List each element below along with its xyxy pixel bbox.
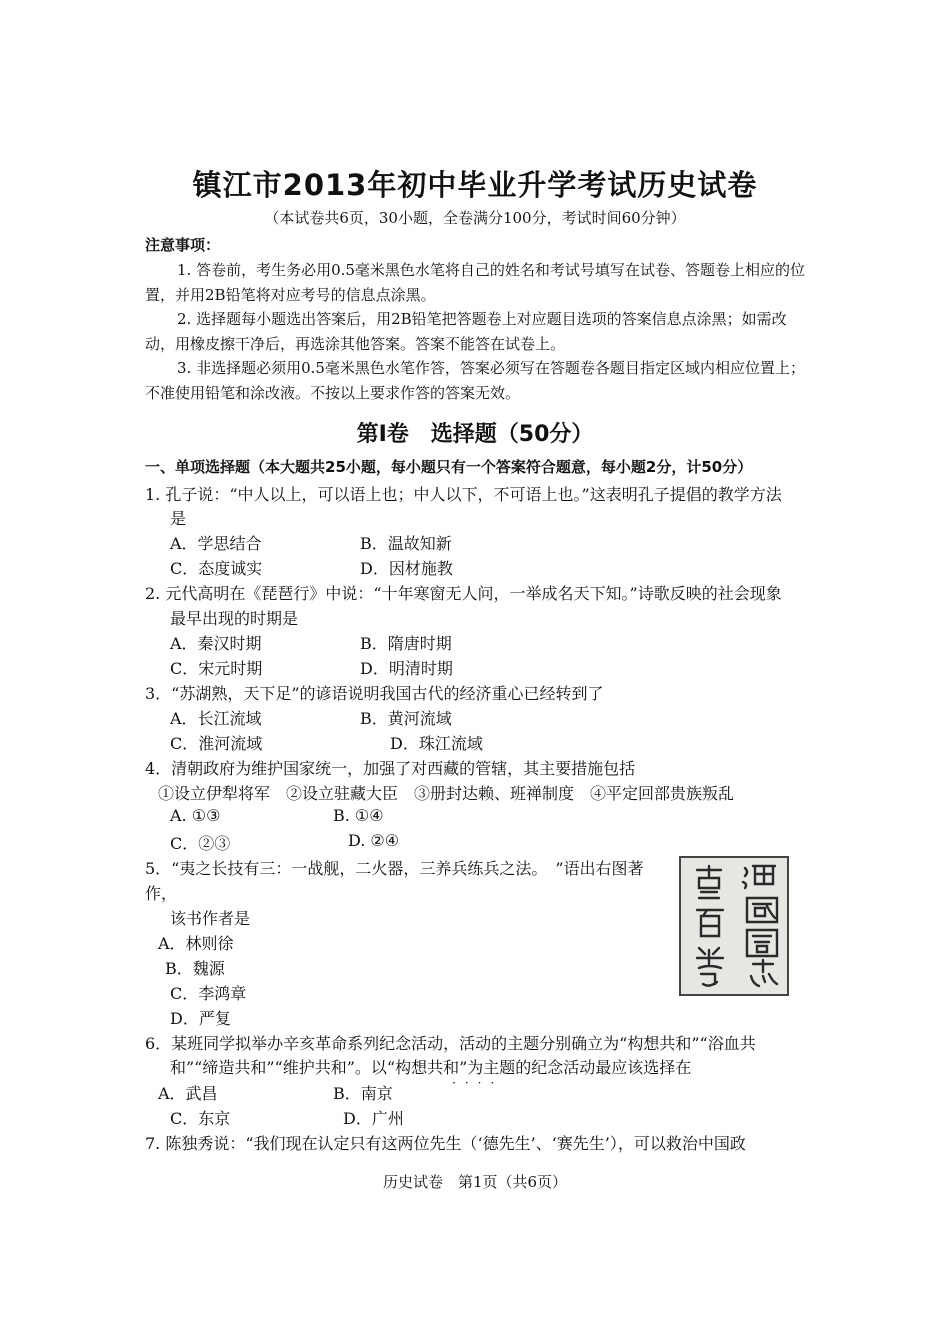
question-4-option-d: D. ②④ [348, 831, 400, 850]
question-7-stem: 7. 陈独秀说：“我们现在认定只有这两位先生（‘德先生’、‘赛先生’），可以救治中国政 [145, 1134, 746, 1153]
question-6-option-b: B．南京 [333, 1084, 393, 1103]
question-1-stem: 1. 孔子说：“中人以上，可以语上也；中人以下，不可语上也。”这表明孔子提倡的教学方法 [145, 485, 782, 504]
question-4-option-c: C．②③ [170, 834, 231, 853]
question-6-stem-cont: 和”“缔造共和”“维护共和”。以“构想共和”为主题的纪念活动最应该选择在 [170, 1058, 692, 1077]
question-2-stem-cont: 最早出现的时期是 [170, 609, 299, 628]
section-title: 一、单项选择题（本大题共25小题，每小题只有一个答案符合题意，每小题2分，计50分） [145, 458, 753, 476]
question-2-option-b: B．隋唐时期 [360, 634, 452, 653]
question-5-stem: 5．“夷之长技有三：一战舰，二火器，三养兵练兵之法。 ”语出右图著 [145, 859, 644, 878]
question-5-option-d: D．严复 [170, 1009, 231, 1028]
question-3-option-b: B．黄河流域 [360, 709, 452, 728]
exam-info: （本试卷共6页，30小题，全卷满分100分，考试时间60分钟） [264, 209, 686, 227]
question-3-stem: 3．“苏湖熟，天下足”的谚语说明我国古代的经济重心已经转到了 [145, 684, 604, 703]
question-1-option-b: B．温故知新 [360, 534, 452, 553]
notice-item-3: 3. 非选择题必须用0.5毫米黑色水笔作答，答案必须写在答题卷各题目指定区域内相应位置上；不准使用铅笔和涂改液。不按以上要求作答的答案无效。 [145, 359, 805, 402]
question-3-option-c: C．淮河流域 [170, 734, 263, 753]
question-6-option-d: D．广州 [343, 1109, 404, 1128]
page-footer: 历史试卷 第1页（共6页） [382, 1173, 568, 1191]
question-5-stem-cont-2: 该书作者是 [170, 909, 251, 928]
part-title: 第Ⅰ卷 选择题（50分） [356, 422, 594, 447]
question-6-option-a: A．武昌 [158, 1084, 218, 1103]
page-title: 镇江市2013年初中毕业升学考试历史试卷 [192, 168, 758, 202]
question-3-option-a: A．长江流域 [170, 709, 262, 728]
question-3-option-d: D．珠江流域 [390, 734, 483, 753]
question-5-option-b: B．魏源 [165, 959, 225, 978]
question-5-option-c: C．李鸿章 [170, 984, 247, 1003]
question-2-option-a: A．秦汉时期 [170, 634, 262, 653]
emphasis-dots: ···· [452, 1076, 504, 1090]
question-2-stem: 2. 元代高明在《琵琶行》中说：“十年寒窗无人问，一举成名天下知。”诗歌反映的社会现象 [145, 584, 782, 603]
question-1-option-a: A．学思结合 [170, 534, 262, 553]
notice-item-2: 2. 选择题每小题选出答案后，用2B铅笔把答题卷上对应题目选项的答案信息点涂黑；如需改动，用橡皮擦干净后，再选涂其他答案。答案不能答在试卷上。 [145, 310, 787, 353]
question-2-option-c: C．宋元时期 [170, 659, 263, 678]
question-2-option-d: D．明清时期 [360, 659, 453, 678]
question-4-items: ①设立伊犁将军 ②设立驻藏大臣 ③册封达赖、班禅制度 ④平定回部贵族叛乱 [158, 784, 735, 803]
question-1-stem-cont: 是 [170, 509, 187, 528]
question-1-option-d: D．因材施教 [360, 559, 453, 578]
question-4-option-b: B. ①④ [333, 806, 384, 825]
seal-script-characters [681, 858, 787, 994]
notice-heading: 注意事项： [145, 236, 221, 254]
question-6-option-c: C．东京 [170, 1109, 231, 1128]
question-1-option-c: C．态度诚实 [170, 559, 263, 578]
question-4-stem: 4．清朝政府为维护国家统一，加强了对西藏的管辖，其主要措施包括 [145, 759, 636, 778]
question-5-option-a: A．林则徐 [158, 934, 234, 953]
book-cover-seal-image [679, 856, 789, 996]
question-6-stem: 6．某班同学拟举办辛亥革命系列纪念活动，活动的主题分别确立为“构想共和”“浴血共 [145, 1034, 756, 1053]
question-5-stem-cont: 作， [145, 884, 178, 903]
notice-item-1: 1. 答卷前，考生务必用0.5毫米黑色水笔将自己的姓名和考试号填写在试卷、答题卷上相应的位置，并用2B铅笔将对应考号的信息点涂黑。 [145, 261, 805, 304]
question-4-option-a: A. ①③ [170, 806, 221, 825]
